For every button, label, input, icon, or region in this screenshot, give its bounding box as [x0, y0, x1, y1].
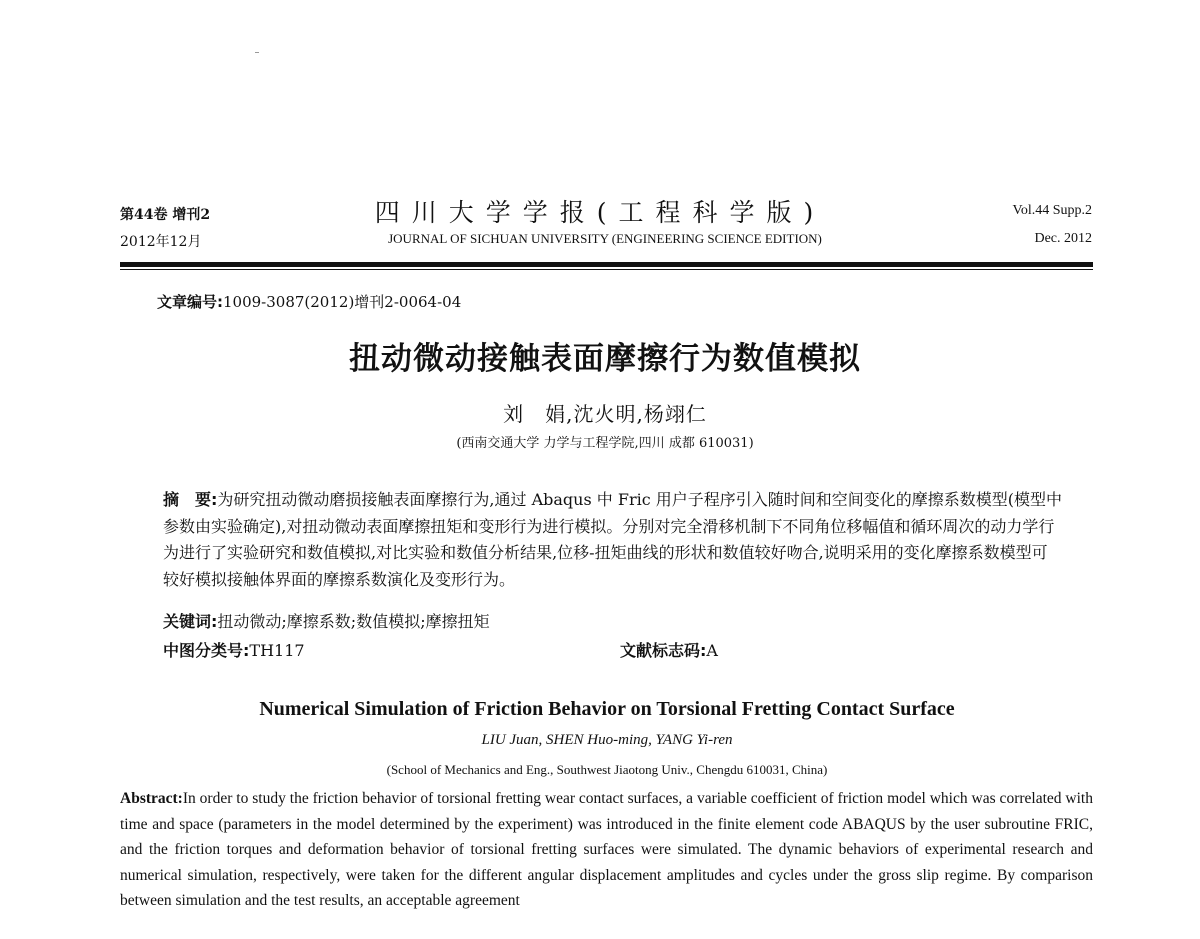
- keywords-label: 关键词:: [163, 612, 218, 631]
- classification-label: 中图分类号:: [163, 641, 250, 660]
- affiliation-en: (School of Mechanics and Eng., Southwest Jiaotong Univ., Chengdu 610031, China): [386, 762, 828, 777]
- header-rule-thin: [120, 269, 1093, 270]
- abstract-en-label: Abstract:: [120, 790, 183, 807]
- abstract-cn-text: 为研究扭动微动磨损接触表面摩擦行为,通过 Abaqus 中 Fric 用户子程序引入随时间和空间变化的摩擦系数模型(模型中参数由实验确定),对扭动微动表面摩擦扭矩和变形行为进行模拟。分别对完全滑移机制下不同角位移幅值和循环周次的动力学行为进行了实验研究和数值模拟,对比实验和数值分析结果,位移-扭矩曲线的形状和数值较好吻合,说明采用的变化摩擦系数模型可较好模拟接触体界面的摩擦系数演化及变形行为。: [163, 490, 1063, 589]
- article-id-label: 文章编号:: [157, 293, 223, 311]
- abstract-cn: [163, 487, 1063, 593]
- keywords-cn: [163, 609, 490, 632]
- article-id-value: 1009-3087(2012)增刊2-0064-04: [223, 293, 462, 311]
- authors-cn: 刘 娟,沈火明,杨翊仁: [503, 402, 707, 426]
- volume-en: Vol.44 Supp.2: [1012, 203, 1092, 218]
- journal-title-cn: 四川大学学报(工程科学版): [374, 198, 826, 227]
- title-cn: 扭动微动接触表面摩擦行为数值模拟: [349, 341, 861, 377]
- document-code: [620, 638, 718, 661]
- classification-value: TH117: [249, 641, 305, 660]
- date-cn: 2012年12月: [120, 234, 202, 250]
- authors-en: LIU Juan, SHEN Huo-ming, YANG Yi-ren: [481, 732, 733, 748]
- abstract-cn-label: 摘 要:: [163, 490, 218, 509]
- abstract-en-text: In order to study the friction behavior of torsional fretting wear contact surfaces, a variable coefficient of friction model which was correlated with time and space (parameters in the model determined by the experiment) was introduced in the finite element code ABAQUS by the user subroutine FRIC, and the friction torques and deformation behavior of torsional fretting surfaces were simulated. The dynamic behaviors of experimental research and numerical simulation, respectively, were taken for the different angular displacement amplitudes and cycles under the gross slip regime. By comparison between simulation and the test results, an acceptable agreement: [120, 790, 1093, 909]
- keywords-text: 扭动微动;摩擦系数;数值模拟;摩擦扭矩: [217, 612, 490, 631]
- abstract-en: [120, 786, 1093, 914]
- affiliation-cn: (西南交通大学 力学与工程学院,四川 成都 610031): [456, 436, 754, 451]
- title-en: Numerical Simulation of Friction Behavior on Torsional Fretting Contact Surface: [259, 698, 955, 720]
- header-rule-thick: [120, 262, 1093, 267]
- date-en: Dec. 2012: [1034, 231, 1092, 246]
- document-code-label: 文献标志码:: [620, 641, 707, 660]
- document-code-value: A: [706, 641, 718, 660]
- volume-cn: 第44卷 增刊2: [120, 207, 211, 223]
- article-id: [157, 291, 461, 312]
- scan-speck: [255, 52, 259, 53]
- journal-title-en: JOURNAL OF SICHUAN UNIVERSITY (ENGINEERING SCIENCE EDITION): [388, 231, 822, 246]
- classification: [163, 638, 305, 661]
